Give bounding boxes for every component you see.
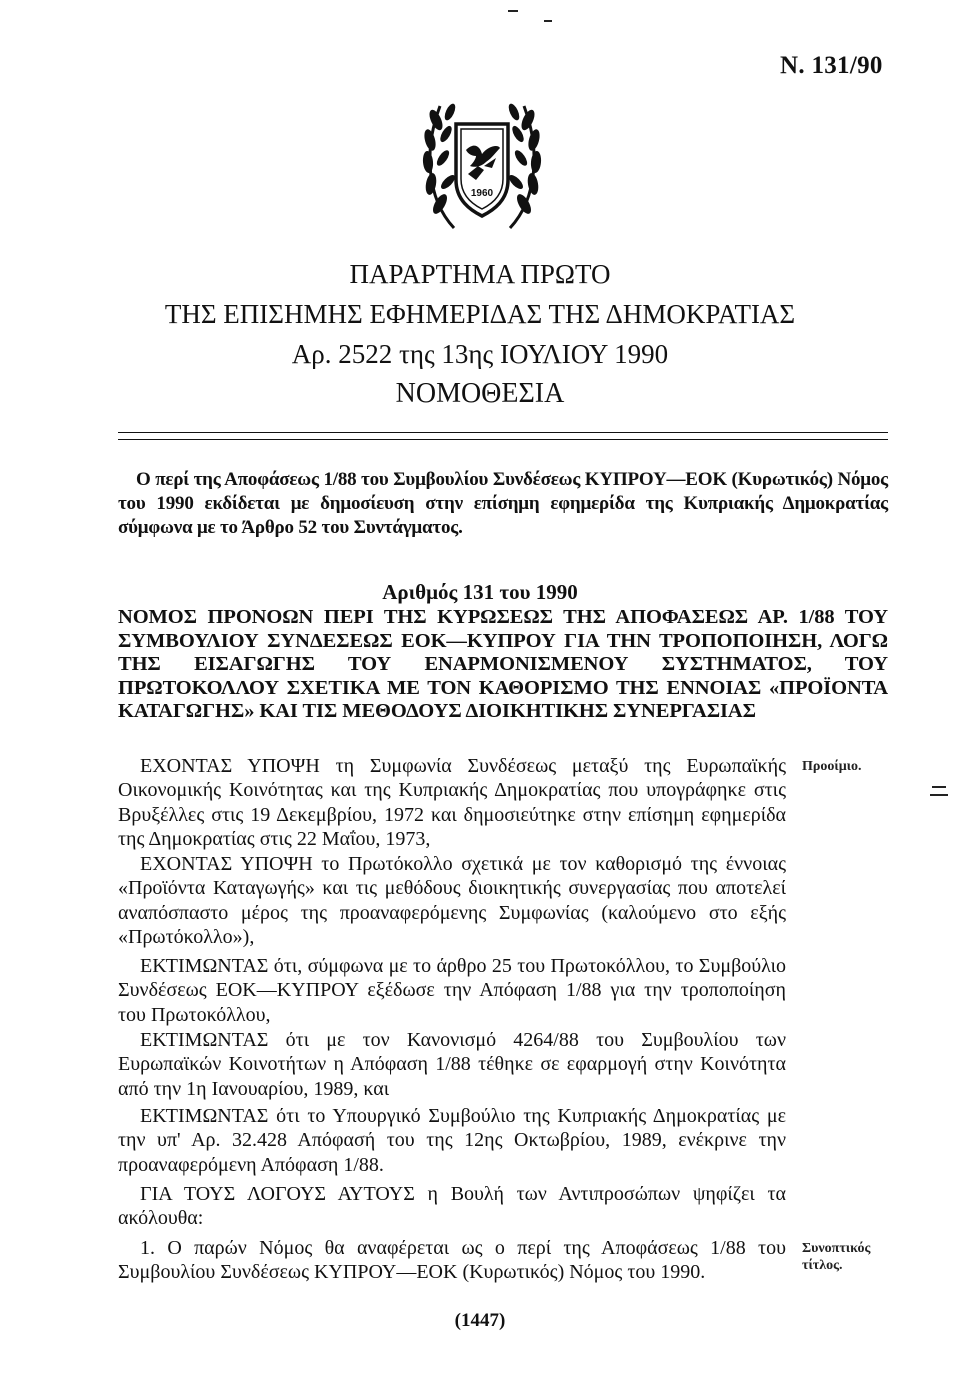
law-number-header: Ν. 131/90: [780, 52, 883, 79]
publication-notice: Ο περί της Αποφάσεως 1/88 του Συμβουλίου Συνδέσεως ΚΥΠΡΟΥ—ΕΟΚ (Κυρωτικός) Νόμος του 1990 εκδίδεται με δημοσίευση στην επίσημη εφημερίδα της Κυπριακής Δημοκρατίας σύμφωνα με το Άρθρο 52 του Συντάγματος.: [118, 469, 888, 539]
page-number: (1447): [454, 1310, 506, 1331]
preamble-paragraph-3: ΕΚΤΙΜΩΝΤΑΣ ότι, σύμφωνα με το άρθρο 25 του Πρωτοκόλλου, το Συμβούλιο Συνδέσεως ΕΟΚ—ΚΥΠΡΟΥ εξέδωσε την Απόφαση 1/88 για την τροποποίηση του Πρωτοκόλλου,: [118, 955, 786, 1026]
svg-text:1960: 1960: [470, 188, 494, 199]
scan-speck: [544, 20, 552, 22]
margin-note-preamble: Προοίμιο.: [802, 759, 862, 774]
preamble-paragraph-1: ΕΧΟΝΤΑΣ ΥΠΟΨΗ τη Συμφωνία Συνδέσεως μεταξύ της Ευρωπαϊκής Οικονομικής Κοινότητας και της Κυπριακής Δημοκρατίας που υπογράφηκε στις Βρυξέλλες στις 19 Δεκεμβρίου, 1972 και δημοσιεύτηκε στην επίσημη εφημερίδα της Δημοκρατίας στις 22 Μαΐου, 1973,: [118, 755, 786, 850]
gazette-title: ΤΗΣ ΕΠΙΣΗΜΗΣ ΕΦΗΜΕΡΙΔΑΣ ΤΗΣ ΔΗΜΟΚΡΑΤΙΑΣ: [164, 299, 796, 329]
scan-speck: [508, 10, 518, 12]
preamble-paragraph-5: ΕΚΤΙΜΩΝΤΑΣ ότι το Υπουργικό Συμβούλιο της Κυπριακής Δημοκρατίας με την υπ' Αρ. 32.428 Απόφασή του της 12ης Οκτωβρίου, 1989, ενέκρινε την προαναφερόμενη Απόφαση 1/88.: [118, 1105, 786, 1176]
scan-speck: [930, 794, 948, 796]
scan-speck: [932, 786, 946, 788]
law-title: ΝΟΜΟΣ ΠΡΟΝΟΩΝ ΠΕΡΙ ΤΗΣ ΚΥΡΩΣΕΩΣ ΤΗΣ ΑΠΟΦΑΣΕΩΣ ΑΡ. 1/88 ΤΟΥ ΣΥΜΒΟΥΛΙΟΥ ΣΥΝΔΕΣΕΩΣ ΕΟΚ—ΚΥΠΡΟΥ ΓΙΑ ΤΗΝ ΤΡΟΠΟΠΟΙΗΣΗ, ΛΟΓΩ ΤΗΣ ΕΙΣΑΓΩΓΗΣ ΤΟΥ ΕΝΑΡΜΟΝΙΣΜΕΝΟΥ ΣΥΣΤΗΜΑΤΟΣ, ΤΟΥ ΠΡΩΤΟΚΟΛΛΟΥ ΣΧΕΤΙΚΑ ΜΕ ΤΟΝ ΚΑΘΟΡΙΣΜΟ ΤΗΣ ΕΝΝΟΙΑΣ «ΠΡΟΪΟΝΤΑ ΚΑΤΑΓΩΓΗΣ» ΚΑΙ ΤΙΣ ΜΕΘΟΔΟΥΣ ΔΙΟΙΚΗΤΙΚΗΣ ΣΥΝΕΡΓΑΣΙΑΣ: [118, 606, 888, 722]
supplement-title: ΠΑΡΑΡΤΗΜΑ ΠΡΩΤΟ: [349, 259, 611, 289]
section-1-short-title: 1. Ο παρών Νόμος θα αναφέρεται ως ο περί της Αποφάσεως 1/88 του Συμβουλίου Συνδέσεως ΚΥΠΡΟΥ—ΕΟΚ (Κυρωτικός) Νόμος του 1990.: [118, 1237, 786, 1284]
enactment-clause: ΓΙΑ ΤΟΥΣ ΛΟΓΟΥΣ ΑΥΤΟΥΣ η Βουλή των Αντιπροσώπων ψηφίζει τα ακόλουθα:: [118, 1183, 786, 1230]
margin-note-short-title: Συνοπτικός τίτλος.: [802, 1241, 871, 1273]
preamble-paragraph-2: ΕΧΟΝΤΑΣ ΥΠΟΨΗ το Πρωτόκολλο σχετικά με τον καθορισμό της έννοιας «Προϊόντα Καταγωγής» και τις μεθόδους διοικητικής συνεργασίας που αποτελεί αναπόσπαστο μέρος της προαναφερόμενης Συμφωνίας (καλούμενο στο εξής «Πρωτόκολλο»),: [118, 853, 786, 948]
cyprus-coat-of-arms-icon: [418, 88, 546, 234]
double-rule-bottom: [118, 439, 888, 440]
preamble-paragraph-4: ΕΚΤΙΜΩΝΤΑΣ ότι με τον Κανονισμό 4264/88 του Συμβουλίου των Ευρωπαϊκών Κοινοτήτων η Απόφαση 1/88 τέθηκε σε εφαρμογή στην Κοινότητα από την 1η Ιανουαρίου, 1989, και: [118, 1029, 786, 1100]
issue-line: Αρ. 2522 της 13ης ΙΟΥΛΙΟΥ 1990: [291, 339, 669, 369]
section-heading: ΝΟΜΟΘΕΣΙΑ: [395, 378, 565, 409]
double-rule-top: [118, 432, 888, 433]
law-number-line: Αριθμός 131 του 1990: [382, 580, 578, 604]
